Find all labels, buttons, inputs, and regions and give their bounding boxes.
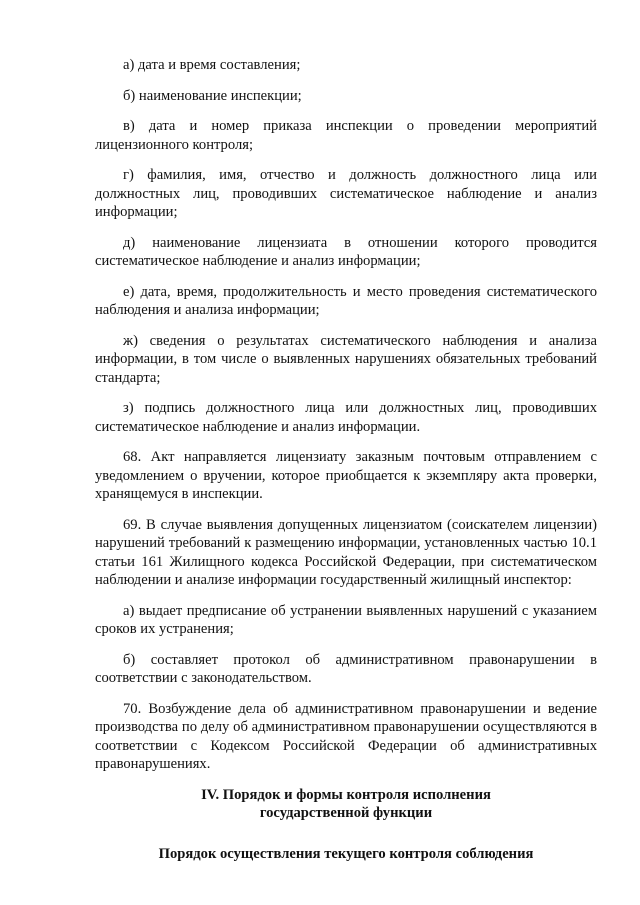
paragraph-68: 68. Акт направляется лицензиату заказным почтовым отправлением с уведомлением о вручении, которое приобщается к экземпляру акта проверки, хранящемуся в инспекции. <box>95 449 597 502</box>
section-heading-line-1: IV. Порядок и формы контроля исполнения <box>201 786 491 803</box>
paragraph-70: 70. Возбуждение дела об административном правонарушении и ведение производства по делу об административном правонарушении осуществляются в соответствии с Кодексом Российской Федерации об административных правонарушениях. <box>95 700 597 772</box>
list-item-e-date-place: е) дата, время, продолжительность и место проведения систематического наблюдения и анализа информации; <box>95 283 597 318</box>
list-item-b-protocol: б) составляет протокол об административном правонарушении в соответствии с законодательством. <box>95 651 597 686</box>
paragraph-69: 69. В случае выявления допущенных лицензиатом (соискателем лицензии) нарушений требований к размещению информации, установленных частью 10.1 статьи 161 Жилищного кодекса Российской Федерации, при систематическом наблюдении и анализе информации государственный жилищный инспектор: <box>95 516 597 588</box>
list-item-b-inspection-name: б) наименование инспекции; <box>123 87 302 104</box>
list-item-v-order-date-number: в) дата и номер приказа инспекции о проведении мероприятий лицензионного контроля; <box>95 118 597 153</box>
section-heading <box>95 786 597 823</box>
sub-heading: Порядок осуществления текущего контроля соблюдения <box>158 845 534 862</box>
list-item-zh-results: ж) сведения о результатах систематического наблюдения и анализа информации, в том числе о выявленных нарушениях обязательных требований стандарта; <box>95 332 597 386</box>
section-heading-line-2: государственной функции <box>259 805 433 821</box>
list-item-a-prescription: а) выдает предписание об устранении выявленных нарушений с указанием сроков их устранения; <box>95 602 597 637</box>
list-item-a-date-time: а) дата и время составления; <box>123 57 301 73</box>
list-item-z-signature: з) подпись должностного лица или должностных лиц, проводивших систематическое наблюдение и анализ информации. <box>95 400 597 435</box>
document-body <box>95 56 597 863</box>
list-item-g-official-names: г) фамилия, имя, отчество и должность должностного лица или должностных лиц, проводивших систематическое наблюдение и анализ информации; <box>95 167 597 220</box>
list-item-d-licensee-name: д) наименование лицензиата в отношении которого проводится систематическое наблюдение и анализ информации; <box>95 234 597 269</box>
